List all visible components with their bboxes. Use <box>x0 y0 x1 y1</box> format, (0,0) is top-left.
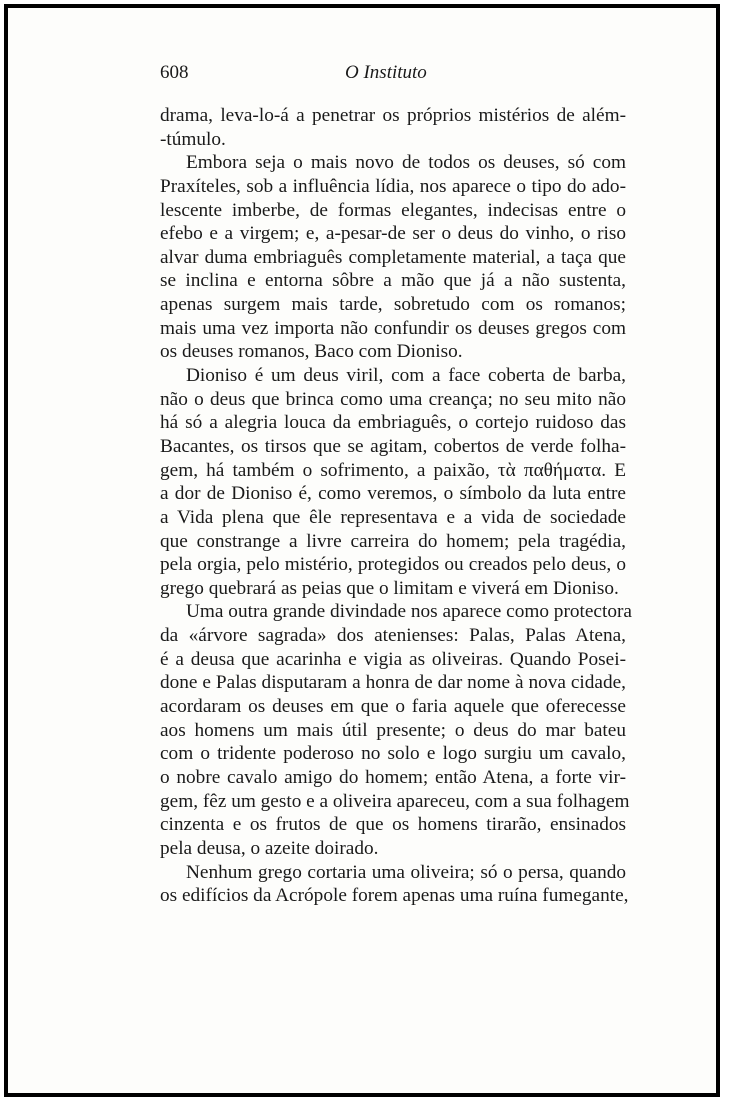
text-line: se inclina e entorna sôbre a mão que já a não sustenta, <box>160 270 626 292</box>
paragraph-start-line: Dioniso é um deus viril, com a face coberta de barba, <box>186 365 626 387</box>
text-line: alvar duma embriaguês completamente material, a taça que <box>160 246 626 268</box>
text-line: Praxíteles, sob a influência lídia, nos aparece o tipo do ado- <box>160 175 626 197</box>
text-line: Bacantes, os tirsos que se agitam, cobertos de verde folha- <box>160 435 626 457</box>
text-line: a Vida plena que êle representava e a vida de sociedade <box>160 506 626 528</box>
text-line: que constrange a livre carreira do homem; pela tragédia, <box>160 530 626 552</box>
text-line: há só a alegria louca da embriaguês, o cortejo ruidoso das <box>160 412 626 434</box>
text-line: os deuses romanos, Baco com Dioniso. <box>160 341 463 363</box>
text-line: -túmulo. <box>160 128 226 150</box>
text-line: drama, leva-lo-á a penetrar os próprios mistérios de além- <box>160 105 626 126</box>
text-line: com o tridente poderoso no solo e logo surgiu um cavalo, <box>160 743 626 765</box>
text-line: acordaram os deuses em que o faria aquele que oferecesse <box>160 696 626 718</box>
running-title: O Instituto <box>345 62 427 83</box>
text-line: gem, há também o sofrimento, a paixão, τὰ παθήματα. E <box>160 459 626 481</box>
text-line: grego quebrará as peias que o limitam e viverá em Dioniso. <box>160 577 619 599</box>
page-header <box>160 62 626 90</box>
text-line: apenas surgem mais tarde, sobretudo com os romanos; <box>160 294 626 316</box>
text-line: os edifícios da Acrópole forem apenas uma ruína fumegante, <box>160 885 629 907</box>
text-line: pela deusa, o azeite doirado. <box>160 837 379 859</box>
text-line: pela orgia, pelo mistério, protegidos ou creados pelo deus, o <box>160 554 626 576</box>
text-line: não o deus que brinca como uma creança; no seu mito não <box>160 388 626 410</box>
paragraph-start-line: Uma outra grande divindade nos aparece como protectora <box>186 601 632 623</box>
text-line: o nobre cavalo amigo do homem; então Atena, a forte vir- <box>160 766 626 788</box>
text-line: done e Palas disputaram a honra de dar nome à nova cidade, <box>160 672 626 694</box>
text-line: da «árvore sagrada» dos atenienses: Palas, Palas Atena, <box>160 625 626 647</box>
paragraph-start-line: Nenhum grego cortaria uma oliveira; só o persa, quando <box>186 861 626 883</box>
paragraph-start-line: Embora seja o mais novo de todos os deuses, só com <box>186 152 626 174</box>
text-line: gem, fêz um gesto e a oliveira apareceu, com a sua folhagem <box>160 790 630 812</box>
text-line: mais uma vez importa não confundir os deuses gregos com <box>160 317 626 339</box>
page-number: 608 <box>160 62 189 83</box>
text-line: aos homens um mais útil presente; o deus do mar bateu <box>160 719 626 741</box>
text-line: a dor de Dioniso é, como veremos, o símbolo da luta entre <box>160 483 626 505</box>
text-line: lescente imberbe, de formas elegantes, indecisas entre o <box>160 199 626 221</box>
text-line: efebo e a virgem; e, a-pesar-de ser o deus do vinho, o riso <box>160 223 626 245</box>
text-line: cinzenta e os frutos de que os homens tirarão, ensinados <box>160 814 626 836</box>
body-text <box>160 104 632 908</box>
text-line: é a deusa que acarinha e vigia as oliveiras. Quando Posei- <box>160 648 626 670</box>
